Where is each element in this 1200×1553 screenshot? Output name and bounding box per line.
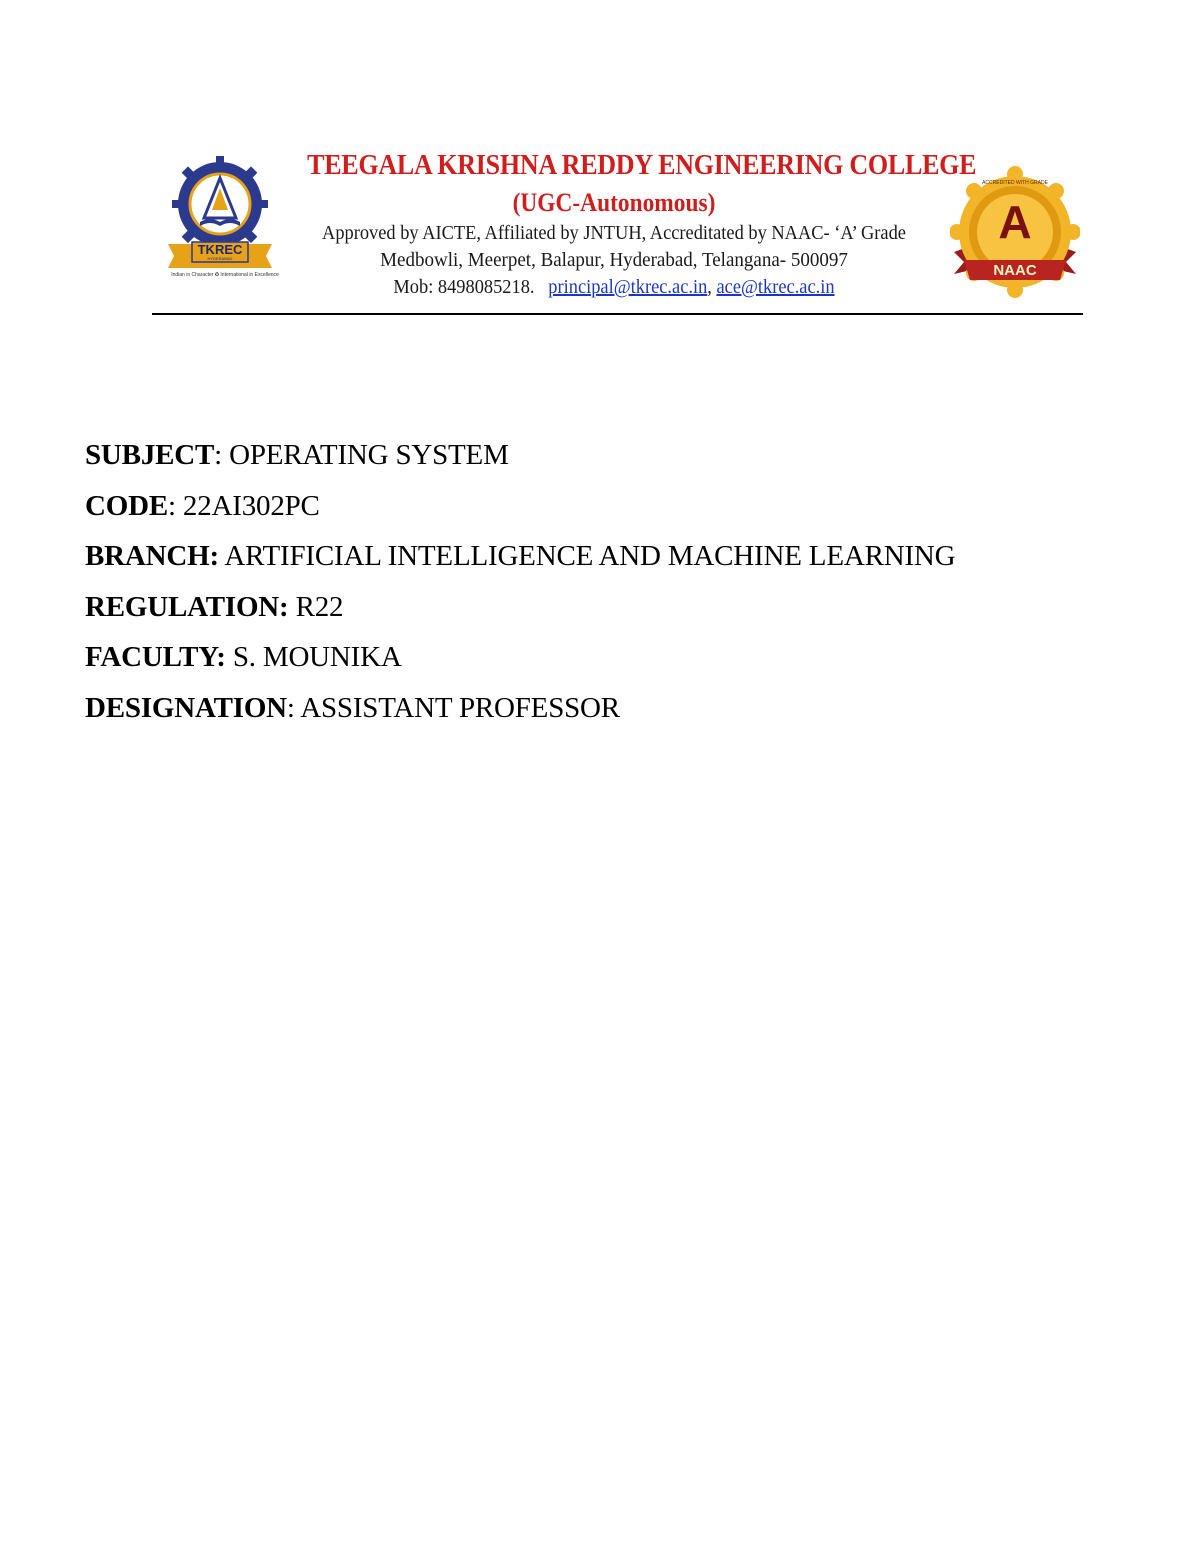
regulation-sep: [289, 591, 296, 623]
regulation-row: [85, 582, 955, 633]
designation-value: ASSISTANT PROFESSOR: [300, 691, 620, 724]
faculty-row: [85, 632, 955, 683]
tkrec-logo-tagline: Indian in Character ✪ International in Excellence: [171, 272, 279, 278]
tkrec-logo-name: TKREC: [197, 242, 243, 257]
faculty-value: S. MOUNIKA: [232, 641, 402, 673]
faculty-label: FACULTY:: [85, 641, 226, 673]
college-status: (UGC-Autonomous): [512, 188, 716, 217]
subject-sep: :: [214, 439, 230, 471]
regulation-value: R22: [295, 590, 344, 623]
designation-sep: :: [286, 691, 301, 724]
ace-email-link[interactable]: ace@tkrec.ac.in: [716, 276, 835, 298]
code-row: [85, 481, 955, 532]
code-label: CODE: [85, 489, 168, 522]
regulation-label: REGULATION:: [85, 590, 289, 623]
tkrec-logo-city: HYDERABAD: [207, 256, 233, 261]
code-sep: :: [168, 489, 183, 522]
letterhead: [152, 140, 1084, 316]
principal-email-link[interactable]: principal@tkrec.ac.in: [548, 276, 708, 298]
subject-row: [85, 430, 955, 481]
branch-label: BRANCH:: [85, 540, 219, 572]
course-details: [85, 430, 955, 733]
naac-label: NAAC: [993, 262, 1037, 279]
designation-row: [85, 683, 955, 734]
tkrec-logo: [162, 152, 282, 282]
faculty-sep: [226, 641, 233, 673]
approval-line: Approved by AICTE, Affiliated by JNTUH, Accreditated by NAAC- ‘A’ Grade: [322, 222, 906, 244]
naac-ring-text: ACCREDITED WITH GRADE: [982, 180, 1048, 186]
email-separator: ,: [707, 276, 712, 298]
naac-grade: A: [998, 196, 1032, 248]
subject-label: SUBJECT: [85, 439, 215, 471]
naac-badge: [950, 156, 1080, 306]
branch-row: [85, 531, 955, 582]
college-name: TEEGALA KRISHNA REDDY ENGINEERING COLLEGE: [307, 150, 977, 181]
address-line: Medbowli, Meerpet, Balapur, Hyderabad, Telangana- 500097: [380, 249, 848, 271]
letterhead-divider: [152, 313, 1083, 315]
letterhead-text: [284, 146, 977, 301]
code-value: 22AI302PC: [182, 489, 320, 522]
designation-label: DESIGNATION: [85, 691, 287, 724]
mobile-number: Mob: 8498085218.: [393, 276, 535, 298]
branch-value: ARTIFICIAL INTELLIGENCE AND MACHINE LEARNING: [224, 540, 956, 572]
contact-line: [310, 274, 917, 301]
subject-value: OPERATING SYSTEM: [229, 439, 509, 471]
